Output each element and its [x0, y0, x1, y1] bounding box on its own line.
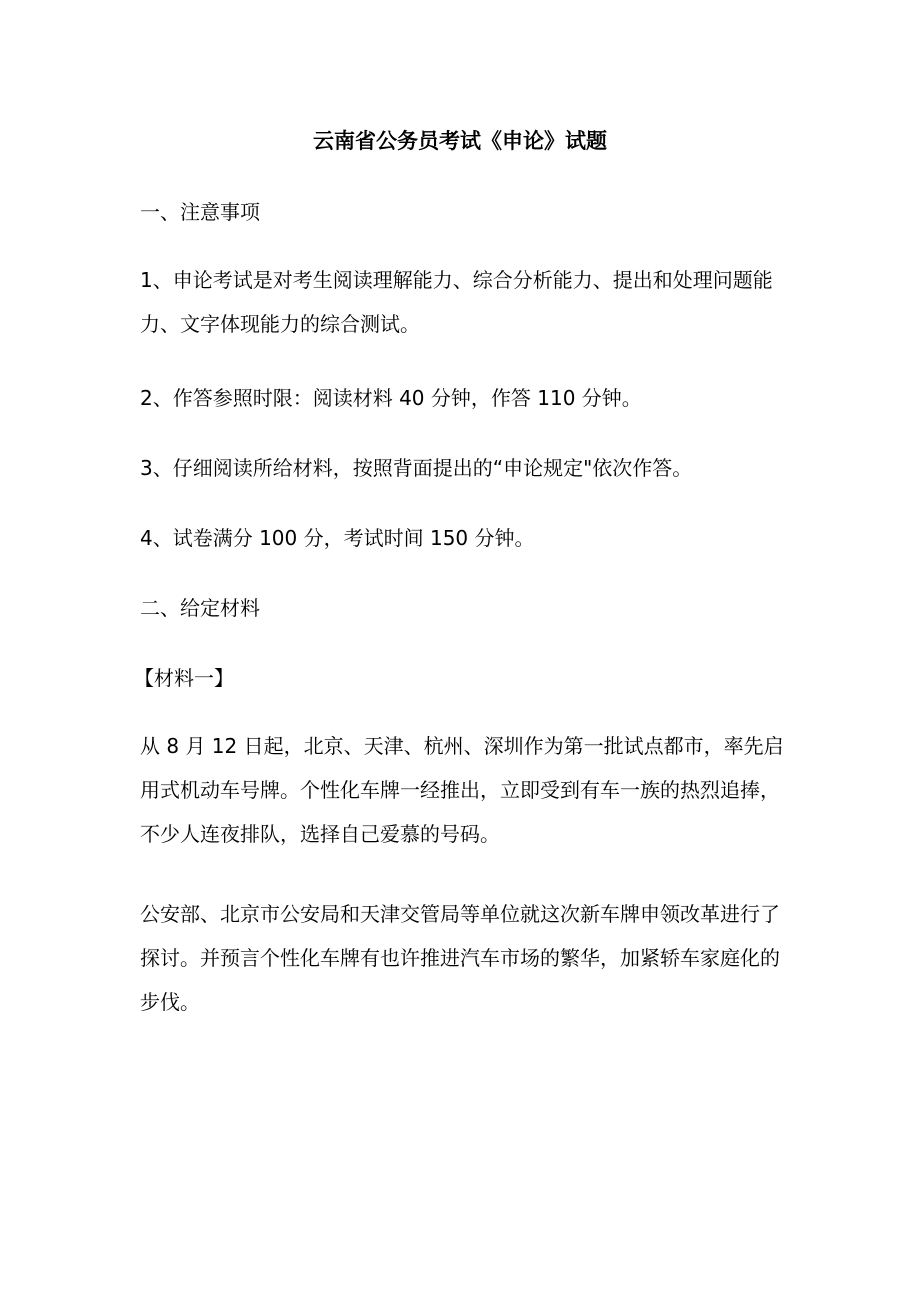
note-item-3: 3、仔细阅读所给材料，按照背面提出的“申论规定"依次作答。: [140, 456, 693, 480]
section-heading-materials: 二、给定材料: [140, 596, 260, 620]
section-heading-notes: 一、注意事项: [140, 200, 260, 224]
document-title: 云南省公务员考试《申论》试题: [313, 129, 607, 153]
note-item-2: 2、作答参照时限：阅读材料 40 分钟，作答 110 分钟。: [140, 386, 642, 410]
note-item-1: 1、申论考试是对考生阅读理解能力、综合分析能力、提出和处理问题能力、文字体现能力的综合测试。: [140, 268, 773, 336]
material-paragraph-1: 从 8 月 12 日起，北京、天津、杭州、深圳作为第一批试点都市，率先启用式机动车号牌。个性化车牌一经推出，立即受到有车一族的热烈追捧，不少人连夜排队，选择自己爱慕的号码。: [140, 734, 784, 846]
material-label: 【材料一】: [134, 666, 234, 690]
note-item-4: 4、试卷满分 100 分，考试时间 150 分钟。: [140, 526, 535, 550]
material-paragraph-2: 公安部、北京市公安局和天津交管局等单位就这次新车牌申领改革进行了探讨。并预言个性化车牌有也许推进汽车市场的繁华，加紧轿车家庭化的步伐。: [140, 902, 780, 1014]
